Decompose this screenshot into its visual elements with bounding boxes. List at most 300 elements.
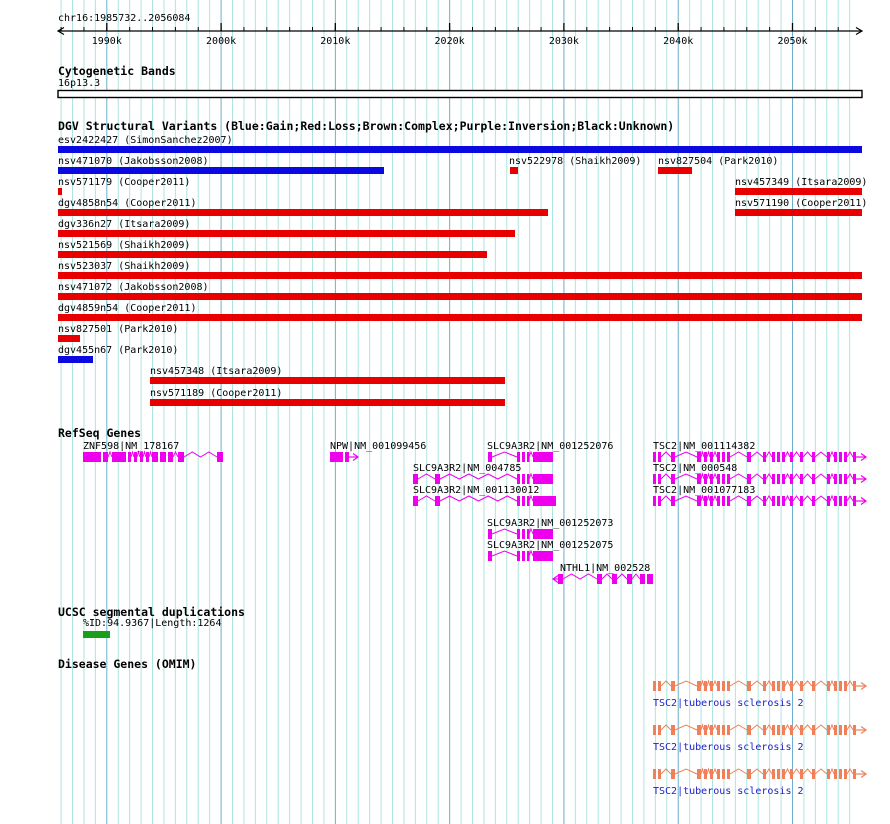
intron-line (675, 474, 697, 479)
exon-box (812, 725, 815, 735)
exon-box (853, 496, 856, 506)
dgv-variant-label[interactable]: nsv571179 (Cooper2011) (58, 177, 191, 188)
exon-box (717, 769, 720, 779)
intron-line (713, 769, 717, 774)
exon-box (834, 474, 837, 484)
refseq-gene-glyph[interactable] (488, 452, 553, 462)
intron-line (785, 496, 790, 501)
exon-box (839, 474, 842, 484)
exon-box (790, 452, 793, 462)
refseq-gene-glyph[interactable] (83, 452, 223, 462)
intron-line (713, 681, 717, 686)
exon-box (790, 496, 793, 506)
intron-line (793, 496, 800, 501)
intron-line (440, 474, 517, 479)
intron-line (751, 496, 763, 501)
exon-box (727, 769, 730, 779)
exon-box (772, 725, 775, 735)
exon-box (763, 725, 766, 735)
intron-line (766, 452, 772, 457)
exon-box (710, 769, 713, 779)
intron-line (751, 681, 763, 686)
refseq-gene-label[interactable]: TSC2|NM_000548 (653, 463, 738, 474)
exon-box (658, 681, 661, 691)
exon-box (747, 496, 751, 506)
intron-line (785, 681, 790, 686)
exon-box (533, 529, 553, 539)
dgv-variant-bar[interactable] (58, 146, 862, 153)
exon-box (782, 474, 785, 484)
exon-box (834, 725, 837, 735)
exon-box (777, 725, 780, 735)
dgv-variant-bar[interactable] (150, 399, 505, 406)
exon-box (152, 452, 158, 462)
exon-box (647, 574, 653, 584)
exon-box (812, 769, 815, 779)
exon-box (558, 574, 563, 584)
exon-box (800, 725, 803, 735)
exon-box (717, 474, 720, 484)
exon-box (488, 529, 492, 539)
refseq-gene-glyph[interactable] (330, 452, 358, 462)
exon-box (722, 769, 725, 779)
intron-line (815, 474, 827, 479)
intron-line (418, 496, 435, 501)
exon-box (653, 452, 656, 462)
intron-line (137, 452, 140, 457)
exon-box (112, 452, 126, 462)
intron-line (440, 496, 517, 501)
exon-box (772, 474, 775, 484)
exon-box (658, 769, 661, 779)
intron-line (617, 574, 627, 579)
dgv-variant-label[interactable]: nsv471070 (Jakobsson2008) (58, 156, 209, 167)
exon-box (627, 574, 632, 584)
omim-gene-label[interactable]: TSC2|tuberous sclerosis 2 (653, 698, 804, 709)
intron-line (847, 681, 853, 686)
exon-box (800, 496, 803, 506)
intron-line (707, 769, 710, 774)
exon-box (777, 474, 780, 484)
exon-box (747, 725, 751, 735)
intron-line (661, 496, 671, 501)
intron-line (661, 681, 671, 686)
intron-line (661, 769, 671, 774)
exon-box (697, 725, 701, 735)
refseq-gene-label[interactable]: SLC9A3R2|NM_001130012 (413, 485, 540, 496)
dgv-variant-bar[interactable] (150, 377, 505, 384)
intron-line (793, 769, 800, 774)
exon-box (653, 769, 656, 779)
intron-line (730, 725, 747, 730)
ruler-tick-label: 2050k (777, 36, 808, 47)
exon-box (413, 496, 418, 506)
segdup-bar[interactable] (83, 631, 110, 638)
refseq-gene-glyph[interactable] (653, 496, 866, 506)
intron-line (529, 452, 533, 457)
exon-box (839, 681, 842, 691)
exon-box (812, 681, 815, 691)
exon-box (671, 725, 675, 735)
exon-box (853, 452, 856, 462)
exon-box (517, 496, 520, 506)
intron-line (701, 769, 704, 774)
exon-box (671, 474, 675, 484)
exon-box (533, 551, 553, 561)
exon-box (782, 452, 785, 462)
intron-line (713, 725, 717, 730)
dgv-variant-label[interactable]: nsv471072 (Jakobsson2008) (58, 282, 209, 293)
exon-box (134, 452, 137, 462)
exon-box (747, 474, 751, 484)
exon-box (527, 529, 530, 539)
exon-box (772, 496, 775, 506)
dgv-variant-label[interactable]: nsv522978 (Shaikh2009) (509, 156, 642, 167)
exon-box (727, 496, 730, 506)
exon-box (790, 769, 793, 779)
intron-line (793, 681, 800, 686)
intron-line (793, 474, 800, 479)
exon-box (640, 574, 645, 584)
exon-box (527, 551, 530, 561)
dgv-variant-label[interactable]: nsv571189 (Cooper2011) (150, 388, 283, 399)
exon-box (658, 474, 661, 484)
intron-line (785, 725, 790, 730)
ruler-tick-label: 2000k (206, 36, 237, 47)
exon-box (435, 474, 440, 484)
refseq-gene-label[interactable]: SLC9A3R2|NM_001252076 (487, 441, 614, 452)
intron-line (766, 681, 772, 686)
exon-box (710, 452, 713, 462)
exon-box (827, 474, 830, 484)
intron-line (730, 496, 747, 501)
refseq-gene-label[interactable]: SLC9A3R2|NM_001252075 (487, 540, 614, 551)
intron-line (713, 496, 717, 501)
intron-line (830, 452, 834, 457)
intron-line (701, 681, 704, 686)
dgv-variant-label[interactable]: dgv4858n54 (Cooper2011) (58, 198, 197, 209)
refseq-gene-label[interactable]: SLC9A3R2|NM_001252073 (487, 518, 614, 529)
exon-box (168, 452, 173, 462)
exon-box (827, 769, 830, 779)
exon-box (747, 452, 751, 462)
exon-box (671, 681, 675, 691)
exon-box (772, 681, 775, 691)
exon-box (517, 452, 520, 462)
intron-line (730, 681, 747, 686)
refseq-gene-label[interactable]: NPW|NM_001099456 (330, 441, 427, 452)
intron-line (751, 474, 763, 479)
exon-box (844, 681, 847, 691)
intron-line (149, 452, 152, 457)
exon-box (839, 769, 842, 779)
exon-box (727, 452, 730, 462)
exon-box (782, 725, 785, 735)
exon-box (527, 474, 530, 484)
exon-box (653, 681, 656, 691)
exon-box (146, 452, 149, 462)
intron-line (707, 725, 710, 730)
intron-line (529, 551, 533, 556)
section-title-omim: Disease Genes (OMIM) (58, 657, 197, 671)
intron-line (675, 452, 697, 457)
exon-box (653, 496, 656, 506)
intron-line (492, 529, 517, 534)
region-label: chr16:1985732..2056084 (58, 13, 191, 24)
exon-box (844, 725, 847, 735)
section-title-refseq: RefSeq Genes (58, 426, 142, 440)
exon-box (722, 725, 725, 735)
exon-box (517, 474, 520, 484)
intron-line (803, 681, 812, 686)
exon-box (671, 769, 675, 779)
dgv-variant-label[interactable]: nsv827501 (Park2010) (58, 324, 179, 335)
refseq-gene-glyph[interactable] (488, 529, 553, 539)
intron-line (707, 496, 710, 501)
exon-box (658, 496, 661, 506)
exon-box (747, 769, 751, 779)
exon-box (800, 452, 803, 462)
exon-box (812, 496, 815, 506)
intron-line (492, 452, 517, 457)
intron-line (701, 452, 704, 457)
intron-line (830, 681, 834, 686)
intron-line (707, 452, 710, 457)
intron-line (563, 574, 597, 579)
dgv-variant-bar[interactable] (58, 314, 862, 321)
dgv-variant-label[interactable]: dgv336n27 (Itsara2009) (58, 219, 191, 230)
exon-box (160, 452, 166, 462)
exon-box (844, 496, 847, 506)
dgv-variant-label[interactable]: nsv571190 (Cooper2011) (735, 198, 868, 209)
exon-box (671, 452, 675, 462)
intron-line (492, 551, 517, 556)
dgv-variant-bar[interactable] (58, 209, 548, 216)
intron-line (108, 452, 112, 457)
dgv-variant-bar[interactable] (735, 188, 862, 195)
dgv-variant-bar[interactable] (58, 188, 62, 195)
exon-box (653, 474, 656, 484)
exon-box (834, 452, 837, 462)
exon-box (777, 452, 780, 462)
exon-box (522, 496, 525, 506)
dgv-variant-bar[interactable] (58, 167, 384, 174)
intron-line (815, 725, 827, 730)
intron-line (730, 452, 747, 457)
exon-box (522, 474, 525, 484)
exon-box (727, 681, 730, 691)
exon-box (597, 574, 602, 584)
omim-gene-glyph[interactable] (653, 681, 866, 691)
exon-box (834, 769, 837, 779)
dgv-variant-bar[interactable] (735, 209, 862, 216)
exon-box (772, 452, 775, 462)
omim-gene-glyph[interactable] (653, 769, 866, 779)
refseq-gene-glyph[interactable] (653, 452, 866, 462)
refseq-gene-label[interactable]: TSC2|NM_001077183 (653, 485, 756, 496)
intron-line (730, 474, 747, 479)
intron-line (830, 496, 834, 501)
exon-box (834, 496, 837, 506)
refseq-gene-label[interactable]: ZNF598|NM_178167 (83, 441, 180, 452)
exon-box (717, 452, 720, 462)
intron-line (803, 769, 812, 774)
exon-box (853, 681, 856, 691)
dgv-variant-label[interactable]: nsv457349 (Itsara2009) (735, 177, 868, 188)
intron-line (707, 474, 710, 479)
exon-box (727, 474, 730, 484)
exon-box (790, 474, 793, 484)
exon-box (522, 452, 525, 462)
dgv-variant-bar[interactable] (58, 293, 862, 300)
cytoband-label[interactable]: 16p13.3 (58, 78, 101, 89)
exon-box (722, 496, 725, 506)
exon-box (722, 452, 725, 462)
intron-line (701, 725, 704, 730)
exon-box (827, 496, 830, 506)
intron-line (529, 474, 533, 479)
exon-box (763, 452, 766, 462)
refseq-gene-glyph[interactable] (488, 551, 553, 561)
exon-box (763, 496, 766, 506)
exon-box (853, 474, 856, 484)
refseq-gene-glyph[interactable] (413, 496, 556, 506)
dgv-variant-label[interactable]: nsv827504 (Park2010) (658, 156, 779, 167)
intron-line (847, 452, 853, 457)
exon-box (527, 496, 530, 506)
exon-box (671, 496, 675, 506)
dgv-variant-bar[interactable] (510, 167, 518, 174)
refseq-gene-label[interactable]: SLC9A3R2|NM_004785 (413, 463, 522, 474)
refseq-gene-label[interactable]: TSC2|NM_001114382 (653, 441, 756, 452)
exon-box (763, 769, 766, 779)
intron-line (675, 725, 697, 730)
exon-box (704, 681, 707, 691)
dgv-variant-label[interactable]: dgv455n67 (Park2010) (58, 345, 179, 356)
exon-box (827, 452, 830, 462)
ruler-tick-label: 1990k (91, 36, 122, 47)
ruler-tick-label: 2040k (663, 36, 694, 47)
exon-box (704, 496, 707, 506)
intron-line (751, 725, 763, 730)
exon-box (844, 452, 847, 462)
segdup-label[interactable]: %ID:94.9367|Length:1264 (83, 618, 222, 629)
omim-gene-label[interactable]: TSC2|tuberous sclerosis 2 (653, 786, 804, 797)
exon-box (533, 452, 553, 462)
dgv-variant-label[interactable]: nsv457348 (Itsara2009) (150, 366, 283, 377)
intron-line (766, 725, 772, 730)
exon-box (658, 452, 661, 462)
refseq-gene-glyph[interactable] (653, 474, 866, 484)
intron-line (803, 474, 812, 479)
intron-line (602, 574, 612, 579)
exon-box (812, 452, 815, 462)
dgv-variant-bar[interactable] (58, 251, 487, 258)
intron-line (675, 496, 697, 501)
dgv-variant-bar[interactable] (58, 335, 80, 342)
exon-box (782, 681, 785, 691)
refseq-gene-label[interactable]: NTHL1|NM_002528 (560, 563, 651, 574)
dgv-variant-bar[interactable] (58, 230, 515, 237)
intron-line (793, 452, 800, 457)
section-title-segdup: UCSC segmental duplications (58, 605, 245, 619)
exon-box (697, 769, 701, 779)
exon-box (83, 452, 101, 462)
cytoband-16p13-3[interactable] (58, 91, 862, 98)
intron-line (529, 496, 533, 501)
exon-box (790, 681, 793, 691)
exon-box (772, 769, 775, 779)
exon-box (839, 496, 842, 506)
intron-line (751, 452, 763, 457)
omim-gene-glyph[interactable] (653, 725, 866, 735)
intron-line (785, 474, 790, 479)
intron-line (713, 474, 717, 479)
intron-line (785, 452, 790, 457)
dgv-variant-bar[interactable] (658, 167, 692, 174)
exon-box (710, 725, 713, 735)
exon-box (704, 769, 707, 779)
exon-box (853, 769, 856, 779)
dgv-variant-label[interactable]: dgv4859n54 (Cooper2011) (58, 303, 197, 314)
exon-box (763, 681, 766, 691)
exon-box (413, 474, 418, 484)
exon-box (103, 452, 108, 462)
exon-box (710, 681, 713, 691)
intron-line (661, 452, 671, 457)
exon-box (722, 681, 725, 691)
exon-box (345, 452, 349, 462)
refseq-gene-glyph[interactable] (413, 474, 553, 484)
exon-box (704, 474, 707, 484)
exon-box (800, 681, 803, 691)
ruler-tick-label: 2020k (434, 36, 465, 47)
intron-line (173, 452, 178, 457)
exon-box (612, 574, 617, 584)
intron-line (701, 496, 704, 501)
refseq-gene-glyph[interactable] (553, 574, 653, 584)
exon-box (717, 725, 720, 735)
ruler-tick-label: 2030k (548, 36, 579, 47)
exon-box (697, 452, 701, 462)
intron-line (803, 496, 812, 501)
omim-gene-label[interactable]: TSC2|tuberous sclerosis 2 (653, 742, 804, 753)
exon-box (827, 725, 830, 735)
exon-box (727, 725, 730, 735)
exon-box (844, 474, 847, 484)
exon-box (697, 496, 701, 506)
dgv-variant-bar[interactable] (58, 272, 862, 279)
exon-box (527, 452, 530, 462)
intron-line (847, 474, 853, 479)
intron-line (766, 496, 772, 501)
intron-line (830, 474, 834, 479)
intron-line (793, 725, 800, 730)
dgv-variant-label[interactable]: esv2422427 (SimonSanchez2007) (58, 135, 233, 146)
intron-line (675, 681, 697, 686)
exon-box (517, 529, 520, 539)
exon-box (330, 452, 343, 462)
dgv-variant-bar[interactable] (58, 356, 93, 363)
dgv-variant-label[interactable]: nsv523037 (Shaikh2009) (58, 261, 191, 272)
dgv-variant-label[interactable]: nsv521569 (Shaikh2009) (58, 240, 191, 251)
section-title-dgv: DGV Structural Variants (Blue:Gain;Red:Loss;Brown:Complex;Purple:Inversion;Black:Unknown) (58, 119, 675, 133)
exon-box (777, 681, 780, 691)
intron-line (713, 452, 717, 457)
exon-box (533, 474, 553, 484)
exon-box (812, 474, 815, 484)
intron-line (847, 769, 853, 774)
